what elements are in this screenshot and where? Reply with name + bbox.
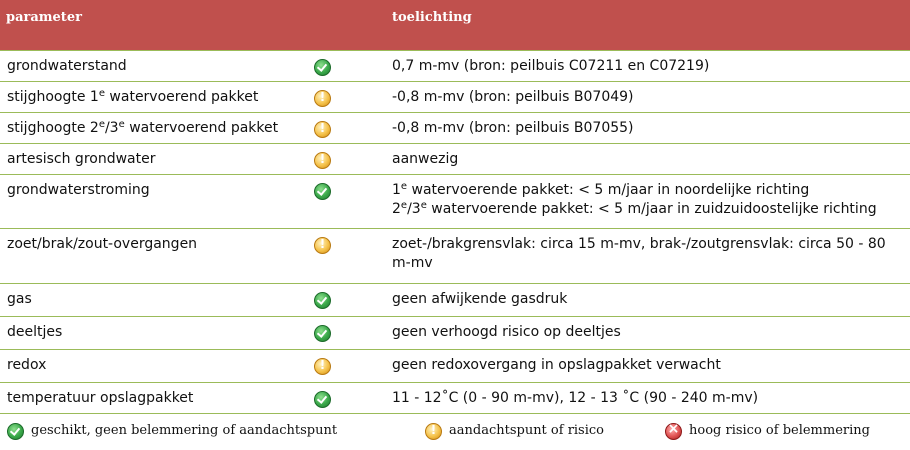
explanation-cell: -0,8 m-mv (bron: peilbuis B07055) [386, 112, 910, 143]
explanation-cell: geen redoxovergang in opslagpakket verwacht [386, 349, 910, 382]
param-cell: grondwaterstand [0, 50, 312, 81]
param-cell: grondwaterstroming [0, 174, 312, 228]
status-cell [312, 283, 386, 316]
explanation-cell [386, 174, 910, 228]
status-cell [312, 81, 386, 112]
status-cell [312, 228, 386, 283]
warning-icon [425, 423, 442, 440]
legend [0, 420, 910, 450]
table-row [0, 382, 910, 413]
explanation-cell: 11 - 12˚C (0 - 90 m-mv), 12 - 13 ˚C (90 - 240 m-mv) [386, 382, 910, 413]
param-cell: stijghoogte 2e/3e watervoerend pakket [0, 112, 312, 143]
table-row [0, 174, 910, 228]
table-row [0, 316, 910, 349]
check-icon [314, 183, 331, 200]
legend-label: aandachtspunt of risico [449, 423, 604, 438]
status-cell [312, 316, 386, 349]
param-cell: gas [0, 283, 312, 316]
check-icon [314, 391, 331, 408]
param-cell: deeltjes [0, 316, 312, 349]
status-cell [312, 112, 386, 143]
warning-icon [314, 237, 331, 254]
param-cell: zoet/brak/zout-overgangen [0, 228, 312, 283]
check-icon [314, 59, 331, 76]
table-row [0, 283, 910, 316]
cross-icon [665, 423, 682, 440]
legend-item-bad [665, 423, 870, 440]
warning-icon [314, 121, 331, 138]
legend-item-warn [425, 423, 604, 440]
param-cell: temperatuur opslagpakket [0, 382, 312, 413]
warning-icon [314, 90, 331, 107]
legend-label: hoog risico of belemmering [689, 423, 870, 438]
check-icon [7, 423, 24, 440]
header-status [312, 0, 386, 50]
param-cell: stijghoogte 1e watervoerend pakket [0, 81, 312, 112]
check-icon [314, 325, 331, 342]
param-cell: artesisch grondwater [0, 143, 312, 174]
explanation-cell: geen afwijkende gasdruk [386, 283, 910, 316]
explanation-cell: 0,7 m-mv (bron: peilbuis C07211 en C07219) [386, 50, 910, 81]
header-explanation: toelichting [386, 0, 910, 50]
legend-label: geschikt, geen belemmering of aandachtspunt [31, 423, 338, 438]
header-parameter: parameter [0, 0, 312, 50]
explanation-cell: geen verhoogd risico op deeltjes [386, 316, 910, 349]
explanation-line: 2e/3e watervoerende pakket: < 5 m/jaar in zuidzuidoostelijke richting [392, 199, 877, 217]
explanation-cell: aanwezig [386, 143, 910, 174]
table-row [0, 143, 910, 174]
param-cell: redox [0, 349, 312, 382]
status-cell [312, 50, 386, 81]
status-cell [312, 174, 386, 228]
table-row [0, 112, 910, 143]
warning-icon [314, 358, 331, 375]
table-row [0, 349, 910, 382]
status-cell [312, 382, 386, 413]
explanation-cell: -0,8 m-mv (bron: peilbuis B07049) [386, 81, 910, 112]
warning-icon [314, 152, 331, 169]
status-cell [312, 349, 386, 382]
check-icon [314, 292, 331, 309]
legend-item-ok [7, 423, 337, 440]
table-row [0, 50, 910, 81]
table-header-row [0, 0, 910, 50]
table-row [0, 81, 910, 112]
explanation-line: 1e watervoerende pakket: < 5 m/jaar in noordelijke richting [392, 180, 810, 198]
explanation-cell: zoet-/brakgrensvlak: circa 15 m-mv, brak-/zoutgrensvlak: circa 50 - 80 m-mv [386, 228, 910, 283]
status-cell [312, 143, 386, 174]
table-row [0, 228, 910, 283]
